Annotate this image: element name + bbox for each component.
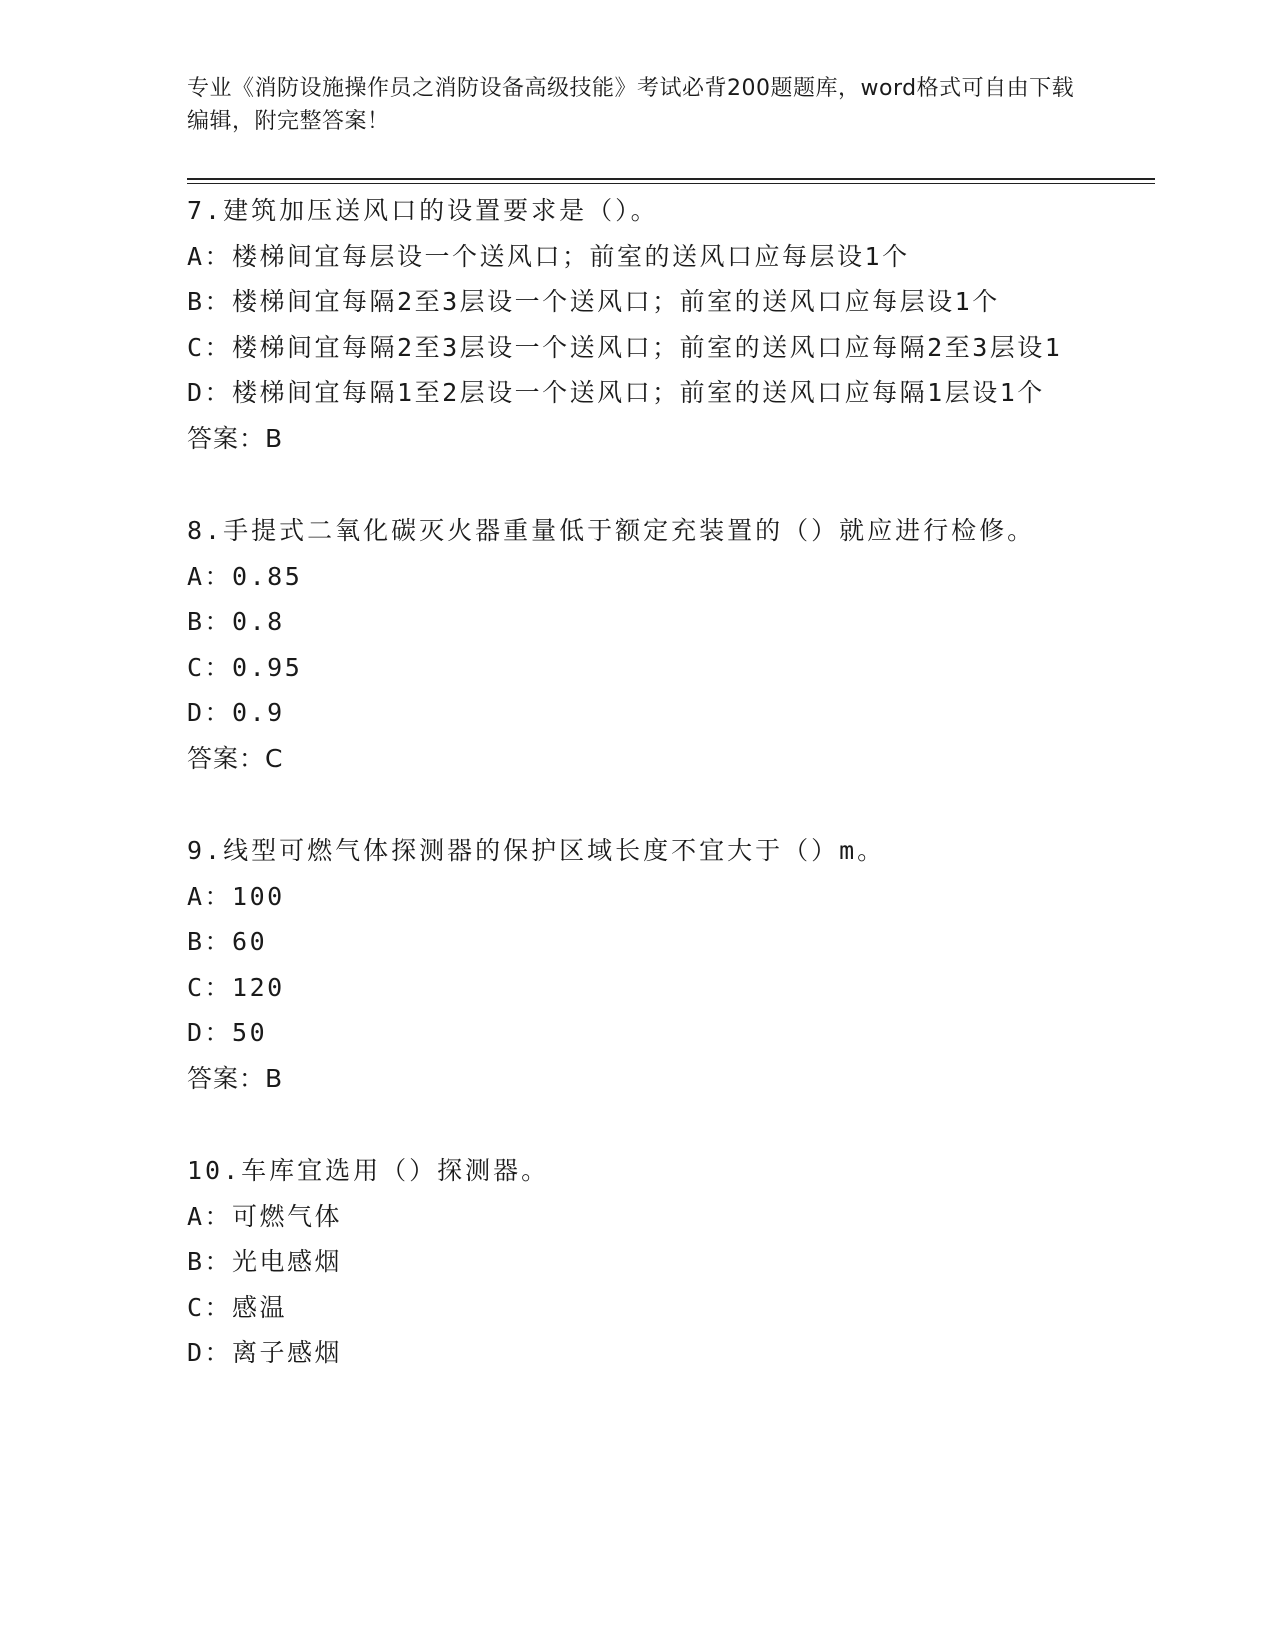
answer-label: 答案：B bbox=[187, 1063, 284, 1093]
option-a: A：100 bbox=[187, 881, 285, 911]
option-a: A：楼梯间宜每层设一个送风口；前室的送风口应每层设1个 bbox=[187, 241, 910, 271]
option-d: D：楼梯间宜每隔1至2层设一个送风口；前室的送风口应每隔1层设1个 bbox=[187, 378, 1045, 407]
question-stem: 10.车库宜选用（）探测器。 bbox=[187, 1156, 550, 1185]
option-b: B：光电感烟 bbox=[187, 1247, 343, 1276]
question-8 bbox=[187, 508, 1087, 781]
question-10 bbox=[187, 1148, 1087, 1376]
option-a: A：可燃气体 bbox=[187, 1201, 343, 1231]
option-c: C：楼梯间宜每隔2至3层设一个送风口；前室的送风口应每隔2至3层设1 bbox=[187, 332, 1063, 362]
header-rule-thick bbox=[187, 178, 1155, 180]
option-c: C：0.95 bbox=[187, 652, 303, 682]
option-d: D：离子感烟 bbox=[187, 1338, 343, 1367]
option-c: C：120 bbox=[187, 972, 285, 1002]
option-d: D：0.9 bbox=[187, 698, 285, 727]
answer-label: 答案：B bbox=[187, 423, 284, 453]
option-c: C：感温 bbox=[187, 1292, 288, 1322]
option-a: A：0.85 bbox=[187, 561, 303, 591]
question-stem: 8.手提式二氧化碳灭火器重量低于额定充装置的（）就应进行检修。 bbox=[187, 516, 1036, 545]
document-header: 专业《消防设施操作员之消防设备高级技能》考试必背200题题库，word格式可自由下载编辑，附完整答案！ bbox=[187, 76, 1075, 134]
question-list bbox=[187, 188, 1087, 1376]
option-d: D：50 bbox=[187, 1018, 268, 1047]
header-rule-thin bbox=[187, 183, 1155, 184]
option-b: B：60 bbox=[187, 927, 268, 956]
question-9 bbox=[187, 828, 1087, 1101]
question-7 bbox=[187, 188, 1087, 461]
option-b: B：楼梯间宜每隔2至3层设一个送风口；前室的送风口应每层设1个 bbox=[187, 287, 1000, 316]
answer-label: 答案：C bbox=[187, 743, 284, 773]
question-stem: 9.线型可燃气体探测器的保护区域长度不宜大于（）m。 bbox=[187, 836, 886, 865]
option-b: B：0.8 bbox=[187, 607, 285, 636]
question-stem: 7.建筑加压送风口的设置要求是（）。 bbox=[187, 196, 659, 225]
